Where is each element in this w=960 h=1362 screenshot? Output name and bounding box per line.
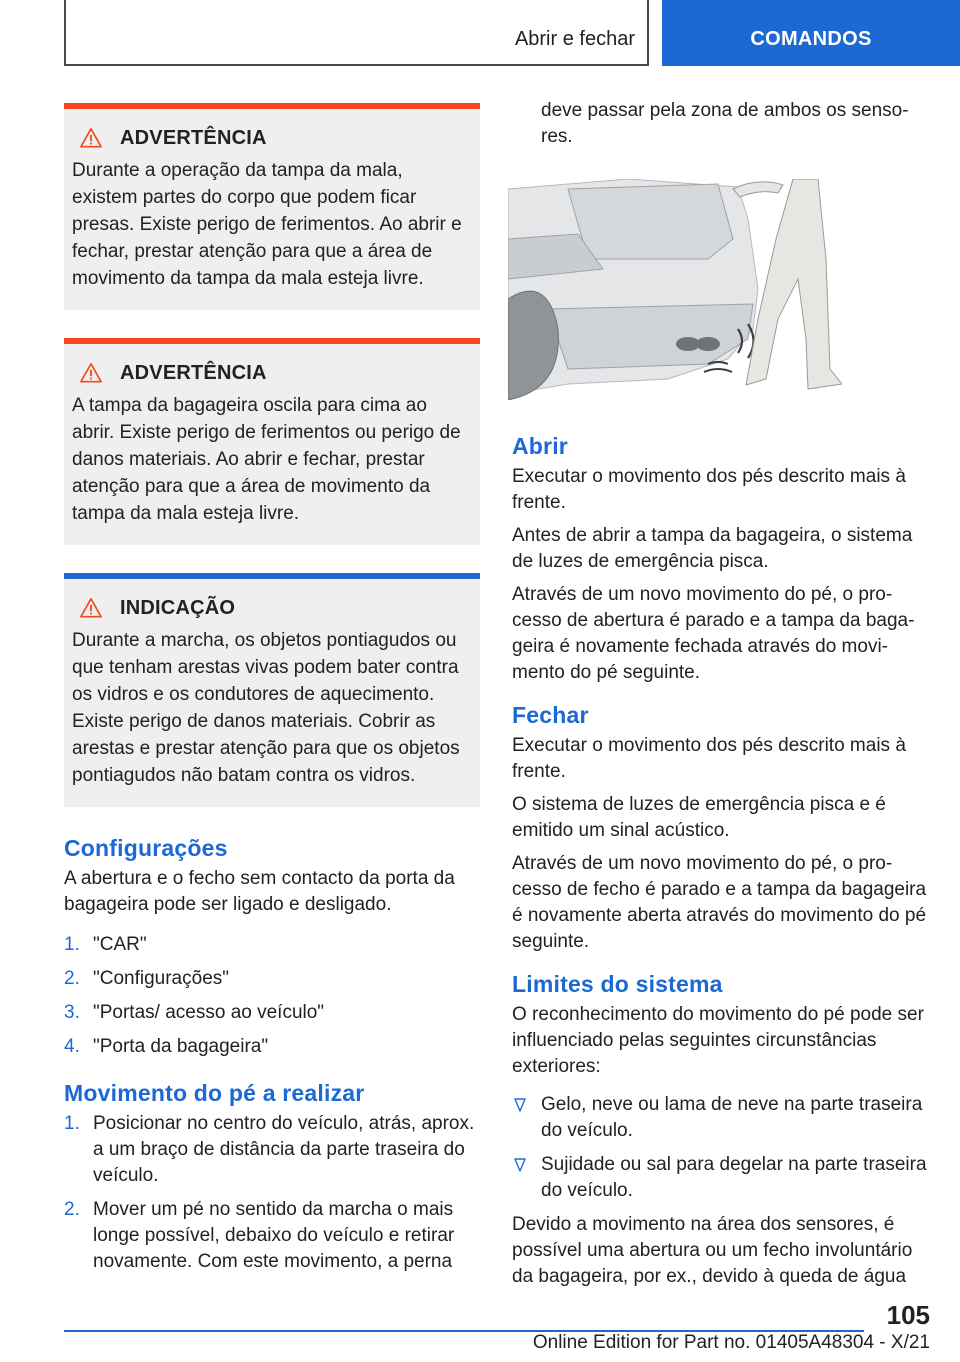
warning-triangle-icon bbox=[80, 127, 102, 149]
header-chapter-title: COMANDOS bbox=[750, 28, 872, 50]
list-item: 2. "Configurações" bbox=[64, 968, 230, 989]
movement-heading: Movimento do pé a realizar bbox=[64, 1080, 365, 1106]
limits-heading: Limites do sistema bbox=[512, 971, 723, 997]
warning-title: ADVERTÊNCIA bbox=[120, 126, 267, 149]
config-steps bbox=[64, 932, 480, 1060]
open-paragraph-1: Executar o movimento dos pés descrito mais à frente. bbox=[512, 466, 906, 513]
limits-outro: Devido a movimento na área dos sensores, é possível uma abertura ou um fecho involuntário da bagageira, por ex., devido à queda de água bbox=[512, 1214, 913, 1287]
left-column bbox=[64, 103, 480, 1289]
open-heading: Abrir bbox=[512, 433, 568, 459]
note-text: Durante a marcha, os objetos pontiagudos ou que tenham arestas vivas podem bater contra os vidros e os condutores de aquecimento. Existe perigo de danos materiais. Cobrir as arestas e prestar atenção para que os objetos pontiagudos não batam contra os vidros. bbox=[72, 630, 460, 786]
close-heading: Fechar bbox=[512, 702, 589, 728]
warning-triangle-icon bbox=[80, 597, 102, 619]
list-item: 4. "Porta da bagageira" bbox=[64, 1036, 269, 1057]
triangle-bullet-icon bbox=[514, 1158, 526, 1172]
list-item: 1. "CAR" bbox=[64, 934, 147, 955]
close-paragraph-3: Através de um novo movimento do pé, o pro-cesso de fecho é parado e a tampa da bagageira é novamente aberta através do movimento do pé seguinte. bbox=[512, 853, 927, 952]
warning-title: ADVERTÊNCIA bbox=[120, 361, 267, 384]
warning-box-2 bbox=[64, 338, 480, 545]
page-number: 105 bbox=[886, 1300, 930, 1330]
tailgate-foot-sensor-illustration bbox=[508, 179, 842, 400]
right-column bbox=[512, 98, 928, 1297]
warning-triangle-icon bbox=[80, 362, 102, 384]
config-intro: A abertura e o fecho sem contacto da porta da bagageira pode ser ligado e desligado. bbox=[64, 868, 455, 915]
header-section-title: Abrir e fechar bbox=[514, 28, 635, 50]
open-paragraph-2: Antes de abrir a tampa da bagageira, o sistema de luzes de emergência pisca. bbox=[512, 525, 913, 572]
list-item: 2. Mover um pé no sentido da marcha o mais longe possível, debaixo do veículo e retirar novamente. Com este movimento, a perna bbox=[64, 1199, 455, 1272]
config-heading: Configurações bbox=[64, 835, 228, 861]
warning-text: A tampa da bagageira oscila para cima ao abrir. Existe perigo de ferimentos ou perigo de danos materiais. Ao abrir e fechar, prestar atenção para que a área de movimento da tampa da mala esteja livre. bbox=[72, 395, 461, 524]
note-title: INDICAÇÃO bbox=[120, 596, 236, 619]
limits-bullets bbox=[512, 1092, 928, 1204]
list-item: 3. "Portas/ acesso ao veículo" bbox=[64, 1002, 325, 1023]
footer-edition: Online Edition for Part no. 01405A48304 - X/21 bbox=[532, 1332, 930, 1353]
warning-head bbox=[72, 358, 470, 388]
close-paragraph-1: Executar o movimento dos pés descrito mais à frente. bbox=[512, 735, 906, 782]
list-item: 1. Posicionar no centro do veículo, atrás, aprox. a um braço de distância da parte traseira do veículo. bbox=[64, 1113, 475, 1186]
warning-head bbox=[72, 123, 470, 153]
header-chapter-tab bbox=[662, 0, 960, 66]
list-item: Gelo, neve ou lama de neve na parte traseira do veículo. bbox=[512, 1092, 928, 1144]
list-item: Sujidade ou sal para degelar na parte traseira do veículo. bbox=[512, 1152, 928, 1204]
open-paragraph-3: Através de um novo movimento do pé, o pro-cesso de abertura é parado e a tampa da baga-geira é novamente fechada através do movi-mento do pé seguinte. bbox=[512, 584, 915, 683]
limits-intro: O reconhecimento do movimento do pé pode ser influenciado pelas seguintes circunstâncias exteriores: bbox=[512, 1004, 924, 1077]
warning-box-1 bbox=[64, 103, 480, 310]
movement-steps bbox=[64, 1111, 480, 1275]
header-frame bbox=[64, 0, 649, 66]
note-head bbox=[72, 593, 470, 623]
warning-text: Durante a operação da tampa da mala, existem partes do corpo que podem ficar presas. Existe perigo de ferimentos. Ao abrir e fechar, prestar atenção para que a área de movimento da tampa da mala esteja livre. bbox=[72, 160, 462, 289]
close-paragraph-2: O sistema de luzes de emergência pisca e é emitido um sinal acústico. bbox=[512, 794, 886, 841]
triangle-bullet-icon bbox=[514, 1098, 526, 1112]
movement-continuation: deve passar pela zona de ambos os senso-res. bbox=[541, 100, 909, 147]
note-box bbox=[64, 573, 480, 807]
